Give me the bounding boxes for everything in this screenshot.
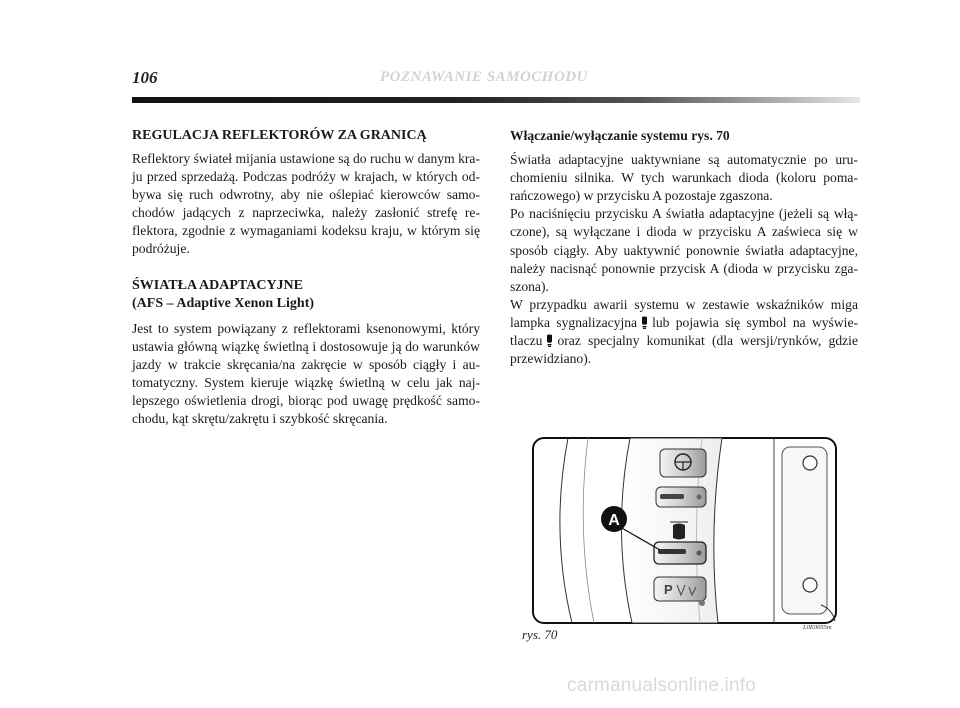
header-rule (132, 97, 860, 103)
heading-afs-subtitle: (AFS – Adaptive Xenon Light) (132, 295, 315, 311)
right-column (510, 127, 858, 368)
left-column (132, 127, 480, 428)
heading-headlamp-adjustment: REGULACJA REFLEKTORÓW ZA GRANICĄ (132, 128, 427, 143)
failure-text-part2: lub pojawia się symbol na wyświetlaczu (510, 314, 859, 349)
figure-dashboard-switch-panel (532, 437, 837, 624)
watermark: carmanualsonline.info (567, 675, 757, 696)
failure-text-part1: W przypadku awarii systemu w zestawie wskaźników miga lampka sygnalizacyjna (510, 296, 858, 330)
paragraph-adaptive-lights: Jest to system powiązany z reflektorami ksenonowymi, który ustawia główną wiązkę świetlną i dostosowuje ją do warunków jazdy w trakcie skręcania/na zakręcie w sposób ciągły i automatyczny. System kieruje wiązkę świetlną w celu jak najlepszego oświetlenia drogi, biorąc pod uwagę prędkość samochodu, kąt skrętu/zakrętu i szybkość skręcania. (132, 320, 480, 427)
figure-caption: rys. 70 (522, 627, 558, 642)
paragraph-failure (510, 296, 858, 368)
running-header: POZNAWANIE SAMOCHODU (380, 69, 588, 85)
subheading-system-toggle: Włączanie/wyłączanie systemu rys. 70 (510, 128, 730, 143)
figure-code: L0E0055m (803, 624, 832, 631)
failure-text-part3: oraz specjalny komunikat (dla wersji/rynków, gdzie przewidziano). (510, 333, 858, 367)
svg-text:P: P (664, 582, 673, 597)
afs-warning-icon (640, 316, 649, 329)
afs-display-icon (545, 334, 554, 347)
callout-label-a: A (608, 512, 620, 529)
paragraph-button-a: Po naciśnięciu przycisku A światła adaptacyjne (jeżeli są włączone), są wyłączane i dioda w przycisku A zaświeca się w sposób ciągły. Aby uaktywnić ponownie światła adaptacyjne, należy nacisnąć ponownie przycisk A (dioda w przycisku zgaszona). (510, 206, 858, 294)
page-number: 106 (132, 68, 158, 87)
paragraph-auto-activation: Światła adaptacyjne uaktywniane są automatycznie po uruchomieniu silnika. W tych warunkach dioda (koloru pomarańczowego) w przycisku A pozostaje zgaszona. (510, 152, 858, 204)
paragraph-headlamp-adjustment: Reflektory świateł mijania ustawione są do ruchu w danym kraju przed sprzedażą. Podczas podróży w krajach, w których odbywa się ruch odwrotny, aby nie oślepiać kierowców samochodów jadących z naprzeciwka, należy zasłonić strefę reflektora, zgodnie z wymaganiami kodeksu kraju, w którym się podróżuje. (132, 151, 480, 257)
heading-adaptive-lights: ŚWIATŁA ADAPTACYJNE (132, 277, 304, 293)
